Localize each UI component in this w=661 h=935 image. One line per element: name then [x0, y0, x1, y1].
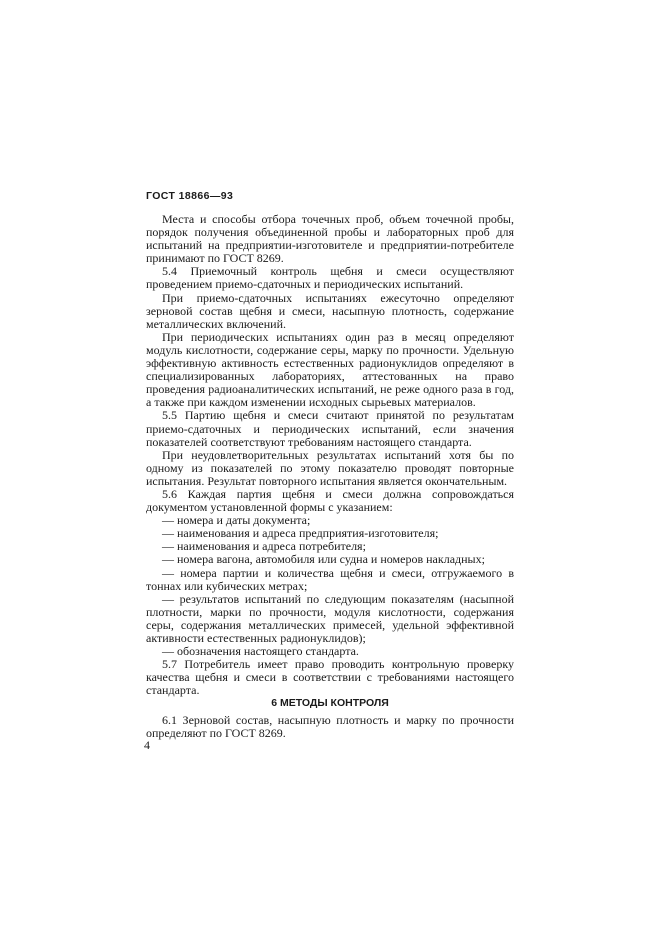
paragraph: При периодических испытаниях один раз в месяц определяют модуль кислотности, содержание серы, марку по прочности. Удельную эффективную активность естественных радионуклидов определяют в специализированных лабораториях, аттестованных на право проведения радиоаналитических испытаний, не реже одного раза в год, а также при каждом изменении исходных сырьевых материалов.: [146, 329, 514, 410]
paragraph: Места и способы отбора точечных проб, объем точечной пробы, порядок получения объединенной пробы и лабораторных проб для испытаний на предприятии-изготовителе и предприятии-потребителе принимают по ГОСТ 8269.: [146, 212, 514, 266]
document-body: [146, 213, 514, 740]
list-item: — обозначения настоящего стандарта.: [162, 644, 359, 659]
list-item: — наименования и адреса предприятия-изготовителя;: [162, 526, 439, 541]
list-item: — номера вагона, автомобиля или судна и номеров накладных;: [162, 552, 485, 567]
paragraph: 5.7 Потребитель имеет право проводить контрольную проверку качества щебня и смеси в соответствии с требованиями настоящего стандарта.: [146, 657, 514, 698]
paragraph: При неудовлетворительных результатах испытаний хотя бы по одному из показателей по этому показателю проводят повторные испытания. Результат повторного испытания является окончательным.: [146, 447, 514, 488]
list-item: — наименования и адреса потребителя;: [162, 539, 366, 554]
page-number: 4: [144, 738, 150, 752]
paragraph: 5.5 Партию щебня и смеси считают принятой по результатам приемо-сдаточных и периодических испытаний, если значения показателей соответствуют требованиям настоящего стандарта.: [146, 408, 514, 449]
paragraph: 5.6 Каждая партия щебня и смеси должна сопровождаться документом установленной формы с указанием:: [146, 486, 514, 515]
list-item: — результатов испытаний по следующим показателям (насыпной плотности, марки по прочности, модуля кислотности, содержания серы, содержания металлических примесей, удельной эффективной активности естественных радионуклидов);: [146, 591, 514, 645]
paragraph: При приемо-сдаточных испытаниях ежесуточно определяют зерновой состав щебня и смеси, насыпную плотность, содержание металлических включений.: [146, 290, 514, 331]
paragraph: 6.1 Зерновой состав, насыпную плотность и марку по прочности определяют по ГОСТ 8269.: [146, 712, 514, 740]
list-item: — номера и даты документа;: [162, 513, 311, 528]
list-item: — номера партии и количества щебня и смеси, отгружаемого в тоннах или кубических метрах;: [146, 565, 514, 593]
paragraph: 5.4 Приемочный контроль щебня и смеси осуществляют проведением приемо-сдаточных и периодических испытаний.: [146, 264, 514, 292]
document-header: ГОСТ 18866—93: [146, 190, 234, 202]
section-title: 6 МЕТОДЫ КОНТРОЛЯ: [271, 697, 389, 710]
